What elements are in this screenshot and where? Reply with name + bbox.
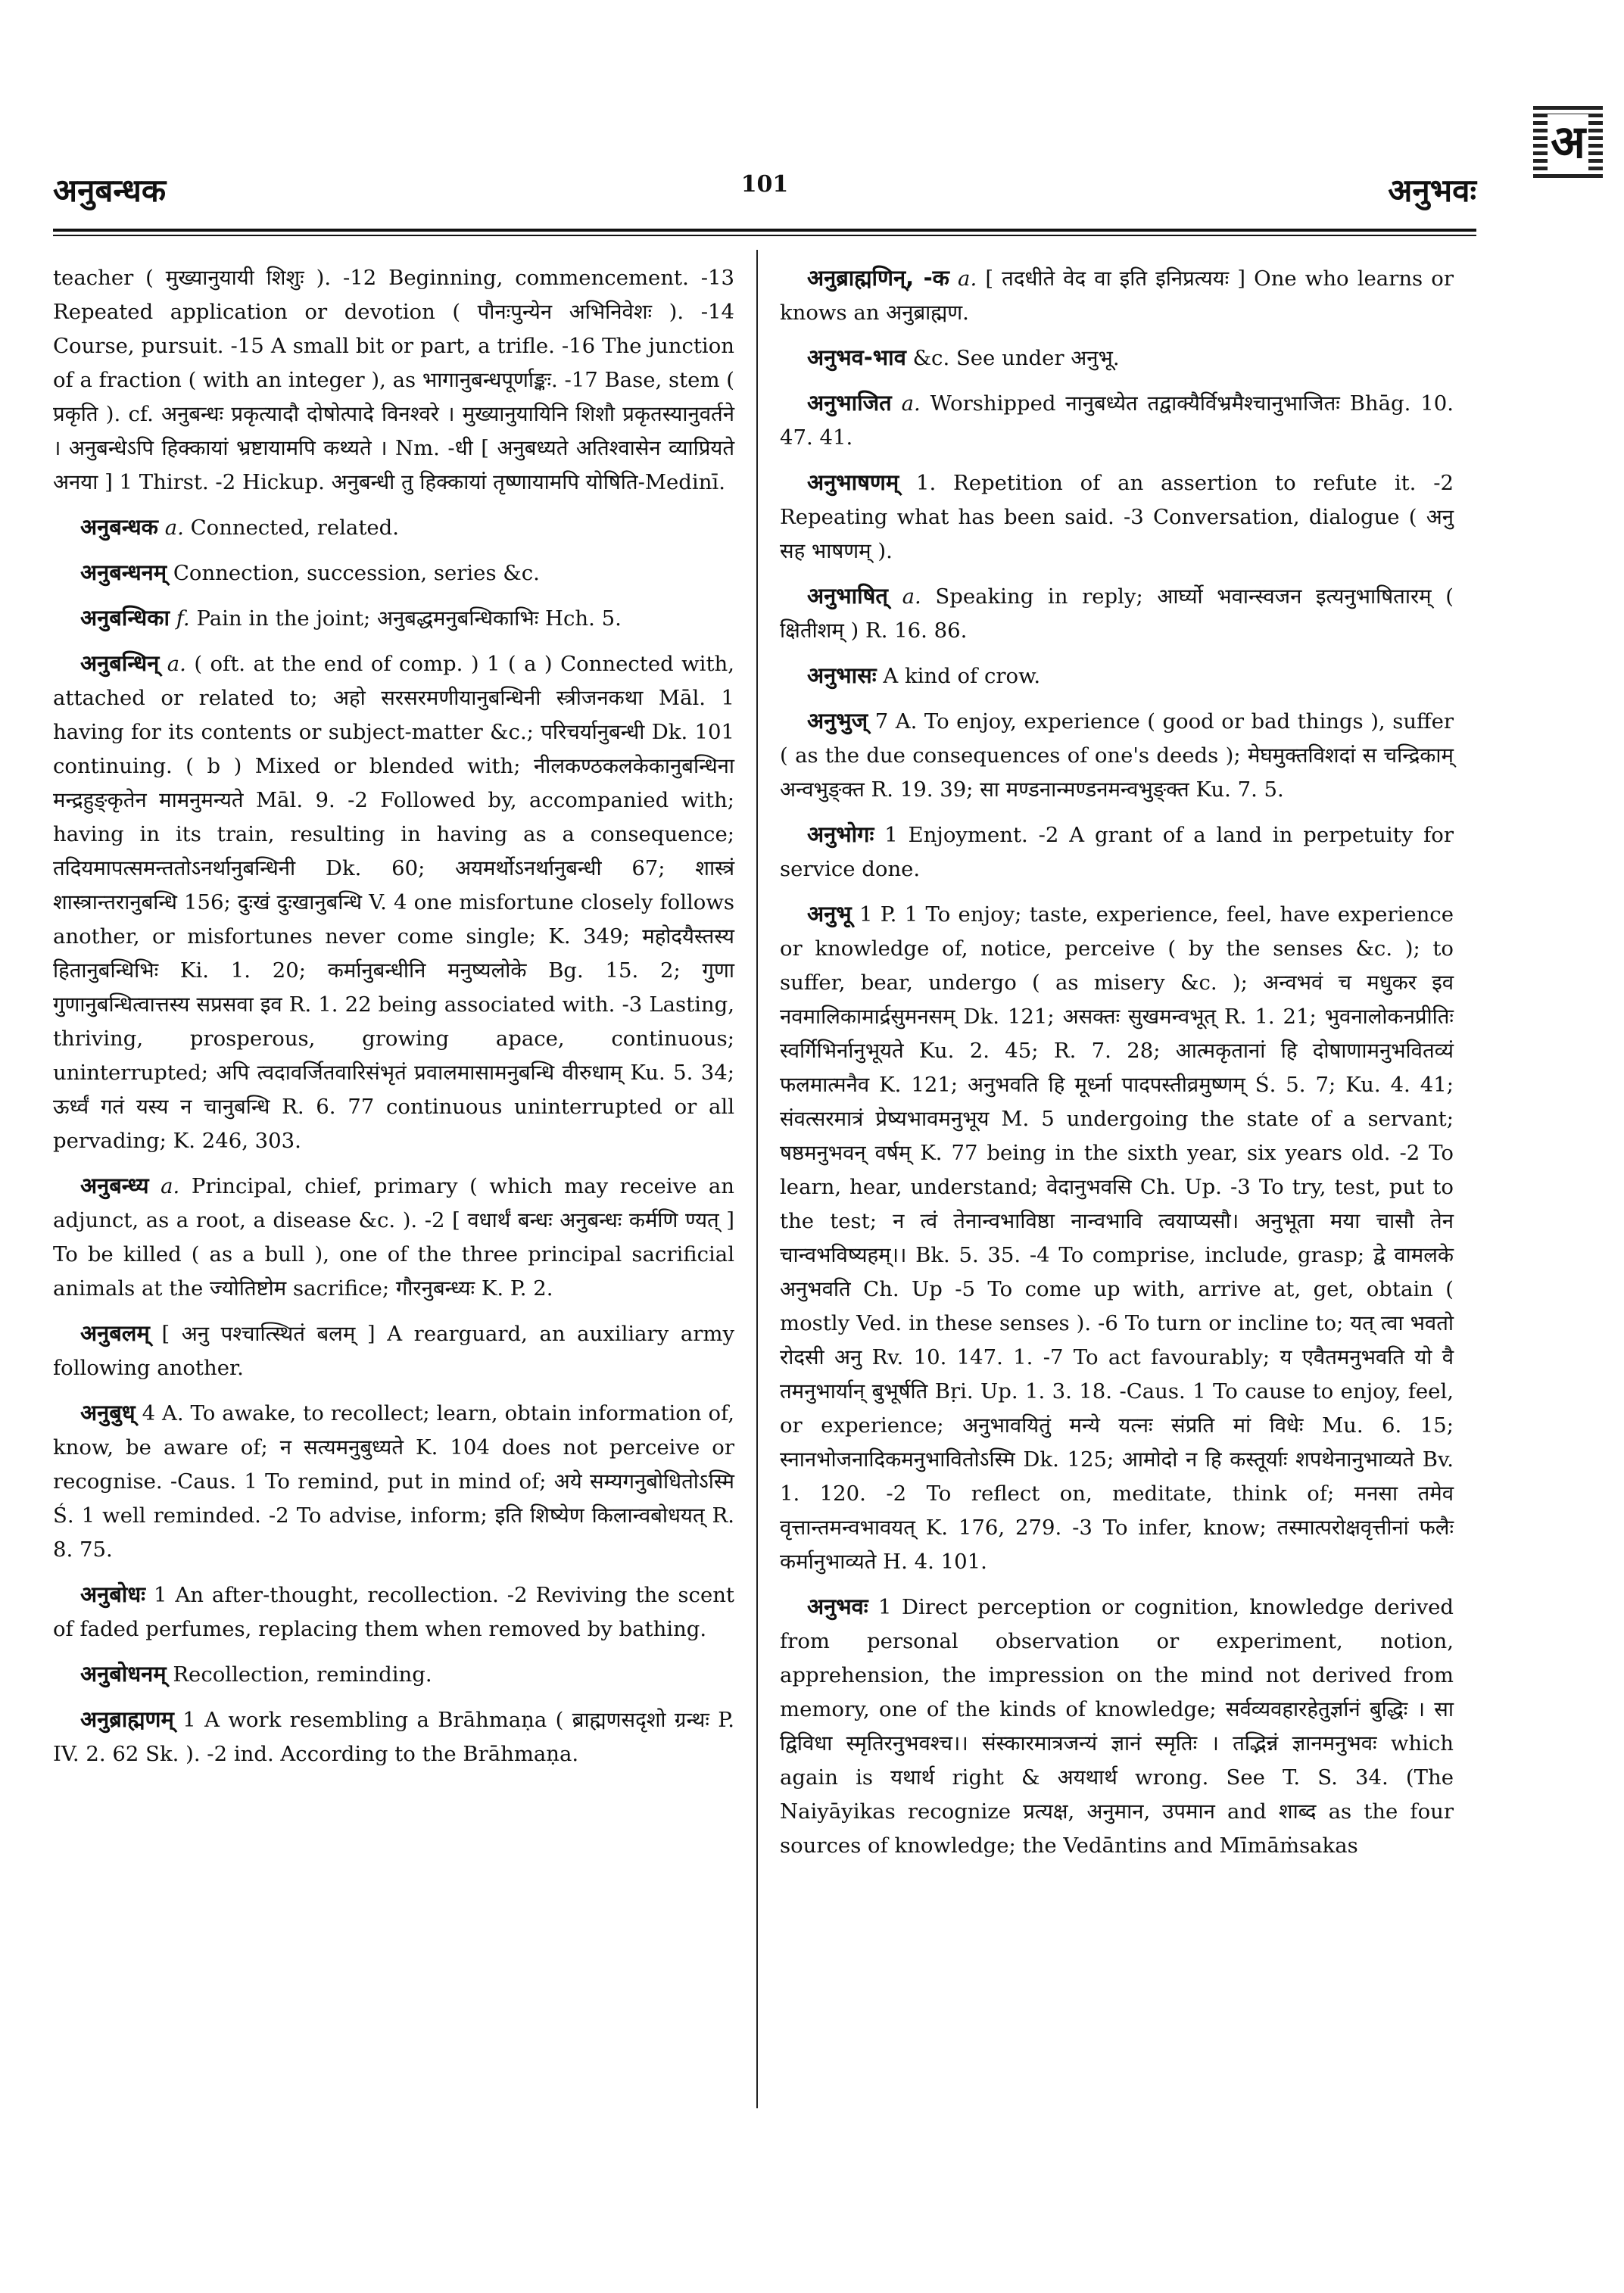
header-rule-thin (53, 235, 1476, 236)
entry-lemma: अनुब्राह्मणिन्, -क (807, 265, 949, 291)
entry-lemma: अनुभुज् (807, 708, 868, 734)
entry (53, 1396, 734, 1567)
entry (780, 261, 1454, 330)
entry (780, 466, 1454, 569)
entry-lemma: अनुबन्धक (80, 514, 158, 540)
section-marker-icon (1533, 106, 1603, 178)
entry-lemma: अनुभोगः (807, 821, 874, 847)
entry-text: [ अनु पश्चात्स्थितं बलम् ] A rearguard, an auxiliary army following another. (53, 1322, 734, 1380)
entry-continuation (53, 261, 734, 500)
entry-lemma: अनुबोधः (80, 1581, 146, 1607)
entry-text: ( oft. at the end of comp. ) 1 ( a ) Connected with, attached or related to; अहो सरसरमणीयानुबन्धिनी स्त्रीजनकथा Māl. 1 having for its contents or subject-matter &c.; परिचर्यानुबन्धी Dk. 101 continuing. ( b ) Mixed or blended with; नीलकण्ठकलकेकानुबन्धिना मन्द्रहुङ्कृतेन मामनुमन्यते Māl. 9. -2 Followed by, accompanied with; having in its train, resulting in having as a consequence; तदियमापत्समन्ततोऽनर्थानुबन्धिनी Dk. 60; अयमर्थोऽनर्थानुबन्धी 67; शास्त्रं शास्त्रान्तरानुबन्धि 156; दुःखं दुःखानुबन्धि V. 4 one misfortune closely follows another, or misfortunes never come single; K. 349; महोदयैस्तस्य हितानुबन्धिभिः Ki. 1. 20; कर्मानुबन्धीनि मनुष्यलोके Bg. 15. 2; गुणा गुणानुबन्धित्वात्तस्य सप्रसवा इव R. 1. 22 being associated with. -3 Lasting, thriving, prosperous, growing apace, continuous; uninterrupted; अपि त्वदावर्जितवारिसंभृतं प्रवालमासामनुबन्धि वीरुधाम् Ku. 5. 34; ऊर्ध्वं गतं यस्य न चानुबन्धि R. 6. 77 continuous uninterrupted or all pervading; K. 246, 303. (53, 652, 734, 1153)
entry (53, 1578, 734, 1647)
entry-text: 4 A. To awake, to recollect; learn, obtain information of, know, be aware of; न सत्यमनुबुध्यते K. 104 does not perceive or recognise. -Caus. 1 To remind, put in mind of; अये सम्यगनुबोधितोऽस्मि Ś. 1 well reminded. -2 To advise, inform; इति शिष्येण किलान्वबोधयत् R. 8. 75. (53, 1401, 734, 1562)
left-column (53, 261, 734, 1782)
entry (780, 386, 1454, 455)
entry (780, 897, 1454, 1579)
entry-text: 1 P. 1 To enjoy; taste, experience, feel, have experience or knowledge of, notice, perceive ( by the senses &c. ); to suffer, bear, undergo ( as misery &c. ); अन्वभवं च मधुकर इव नवमालिकामार्द्रसुमनसम् Dk. 121; असक्तः सुखमन्वभूत् R. 1. 21; भुवनालोकनप्रीतिः स्वर्गिभिर्नानुभूयते Ku. 2. 45; R. 7. 28; आत्मकृतानां हि दोषाणामनुभवितव्यं फलमात्मनैव K. 121; अनुभवति हि मूर्ध्ना पादपस्तीव्रमुष्णम् Ś. 5. 7; Ku. 4. 41; संवत्सरमात्रं प्रेष्यभावमनुभूय M. 5 undergoing the state of a servant; षष्ठमनुभवन् वर्षम् K. 77 being in the sixth year, six years old. -2 To learn, hear, understand; वेदानुभवसि Ch. Up. -3 To try, test, put to the test; न त्वं तेनान्वभाविष्ठा नान्वभावि त्वयाप्यसौ। अनुभूता मया चासौ तेन चान्वभविष्यहम्।। Bk. 5. 35. -4 To comprise, include, grasp; द्वे वामलके अनुभवति Ch. Up -5 To come up with, arrive at, get, obtain ( mostly Ved. in these senses ). -6 To turn or incline to; यत् त्वा भवतो रोदसी अनु Rv. 10. 147. 1. -7 To act favourably; य एवैतमनुभवति यो वै तमनुभार्यान् बुभूर्षति Bṛi. Up. 1. 3. 18. -Caus. 1 To cause to enjoy, feel, or experience; अनुभावयितुं मन्ये यत्नः संप्रति मां विधेः Mu. 6. 15; स्नानभोजनादिकमनुभावितोऽस्मि Dk. 125; आमोदो न हि कस्तूर्याः शपथेनानुभाव्यते Bv. 1. 120. -2 To reflect on, meditate, think of; मनसा तमेव वृत्तान्तमन्वभावयत् K. 176, 279. -3 To infer, know; तस्मात्परोक्षवृत्तीनां फलैः कर्मानुभाव्यते H. 4. 101. (780, 902, 1454, 1574)
entry (780, 704, 1454, 807)
entry-text: &c. See under अनुभू. (912, 346, 1120, 370)
entry-text: Connection, succession, series &c. (173, 561, 540, 585)
entry-lemma: अनुभू (807, 901, 852, 927)
entry-lemma: अनुभाषणम् (807, 469, 899, 495)
right-column (780, 261, 1454, 1874)
entry (53, 1657, 734, 1692)
entry (53, 646, 734, 1158)
entry-text: Speaking in reply; आर्घ्यो भवान्स्वजन इत्यनुभाषितारम् ( क्षितीशम् ) R. 16. 86. (780, 584, 1454, 643)
entry-lemma: अनुभव-भाव (807, 344, 906, 370)
entry-lemma: अनुभवः (807, 1594, 868, 1619)
entry-pos: a. (901, 391, 921, 416)
entry-lemma: अनुबन्ध्य (80, 1173, 149, 1198)
entry-pos: a. (902, 584, 921, 609)
entry (53, 1169, 734, 1306)
entry-text: Pain in the joint; अनुबद्धमनुबन्धिकाभिः Hch. 5. (196, 606, 622, 631)
entry-pos: a. (167, 652, 186, 676)
page-number: 101 (740, 171, 789, 198)
entry (780, 1590, 1454, 1863)
entry (53, 1703, 734, 1771)
entry-lemma: अनुबन्धनम् (80, 559, 167, 585)
entry (780, 818, 1454, 886)
entry-lemma: अनुब्राह्मणम् (80, 1706, 174, 1732)
entry-text: Recollection, reminding. (173, 1662, 432, 1687)
entry-text: Worshipped नानुबध्येत तद्वाक्यैर्विभ्रमैश्चानुभाजितः Bhāg. 10. 47. 41. (780, 391, 1454, 450)
page-header (53, 168, 1476, 221)
entry-text: 1 Enjoyment. -2 A grant of a land in perpetuity for service done. (780, 823, 1454, 881)
entry-pos: a. (958, 266, 977, 291)
entry-text: teacher ( मुख्यानुयायी शिशुः ). -12 Beginning, commencement. -13 Repeated application or devotion ( पौनःपुन्येन अभिनिवेशः ). -14 Course, pursuit. -15 A small bit or part, a trifle. -16 The junction of a fraction ( with an integer ), as भागानुबन्धपूर्णाङ्कः. -17 Base, stem ( प्रकृति ). cf. अनुबन्धः प्रकृत्यादौ दोषोत्पादे विनश्वरे । मुख्यानुयायिनि शिशौ प्रकृतस्यानुवर्तने । अनुबन्धेऽपि हिक्कायां भ्रष्टायामपि कथ्यते । Nm. -धी [ अनुबध्यते अतिश्वासेन व्याप्रियते अनया ] 1 Thirst. -2 Hickup. अनुबन्धी तु हिक्कायां तृष्णायामपि योषिति-Medinī. (53, 266, 734, 494)
entry-lemma: अनुबन्धिका (80, 605, 170, 631)
entry-pos: f. (176, 606, 190, 631)
entry (53, 510, 734, 545)
entry-text: 1 An after-thought, recollection. -2 Reviving the scent of faded perfumes, replacing them when removed by bathing. (53, 1583, 734, 1641)
entry (780, 659, 1454, 693)
entry (53, 556, 734, 590)
entry-pos: a. (164, 516, 184, 540)
entry-text: 1. Repetition of an assertion to refute it. -2 Repeating what has been said. -3 Conversation, dialogue ( अनु सह भाषणम् ). (780, 471, 1454, 563)
left-headword: अनुबन्धक (53, 172, 167, 209)
entry (53, 601, 734, 636)
entry-text: 1 A work resembling a Brāhmaṇa ( ब्राह्मणसदृशो ग्रन्थः P. IV. 2. 62 Sk. ). -2 ind. According to the Brāhmaṇa. (53, 1708, 734, 1766)
header-rule (53, 229, 1476, 232)
entry (780, 579, 1454, 648)
entry-text: Connected, related. (190, 516, 399, 540)
column-divider (756, 250, 758, 2108)
entry-lemma: अनुबुध् (80, 1400, 136, 1425)
entry-text: 1 Direct perception or cognition, knowledge derived from personal observation or experiment, notion, apprehension, the impression on the mind not derived from memory, one of the kinds of knowledge; सर्वव्यवहारहेतुर्ज्ञानं बुद्धिः । सा द्विविधा स्मृतिरनुभवश्च।। संस्कारमात्रजन्यं ज्ञानं स्मृतिः । तद्भिन्नं ज्ञानमनुभवः which again is यथार्थ right & अयथार्थ wrong. See T. S. 34. (The Naiyāyikas recognize प्रत्यक्ष, अनुमान, उपमान and शाब्द as the four sources of knowledge; the Vedāntins and Mīmāṁsakas (780, 1595, 1454, 1858)
entry-lemma: अनुभासः (807, 662, 877, 688)
entry-lemma: अनुभाषित् (807, 583, 888, 609)
entry-text: Principal, chief, primary ( which may receive an adjunct, as a root, a disease &c. ). -2 [ वधार्थं बन्धः अनुबन्धः कर्मणि ण्यत् ] To be killed ( as a bull ), one of the three principal sacrificial animals at the ज्योतिष्टोम sacrifice; गौरनुबन्ध्यः K. P. 2. (53, 1174, 734, 1301)
entry (780, 341, 1454, 375)
right-headword: अनुभवः (1388, 172, 1476, 209)
entry-lemma: अनुबोधनम् (80, 1661, 167, 1687)
entry-lemma: अनुबलम् (80, 1320, 150, 1346)
entry-pos: a. (161, 1174, 180, 1198)
entry-lemma: अनुबन्धिन् (80, 650, 160, 676)
entry (53, 1316, 734, 1385)
entry-lemma: अनुभाजित (807, 390, 892, 416)
entry-text: [ तदधीते वेद वा इति इनिप्रत्ययः ] One who learns or knows an अनुब्राह्मण. (780, 266, 1454, 325)
entry-text: 7 A. To enjoy, experience ( good or bad things ), suffer ( as the due consequences of one's deeds ); मेघमुक्तविशदां स चन्द्रिकाम् अन्वभुङ्क्त R. 19. 39; सा मण्डनान्मण्डनमन्वभुङ्क्त Ku. 7. 5. (780, 709, 1454, 802)
section-letter: अ (1548, 114, 1588, 170)
entry-text: A kind of crow. (883, 664, 1041, 688)
